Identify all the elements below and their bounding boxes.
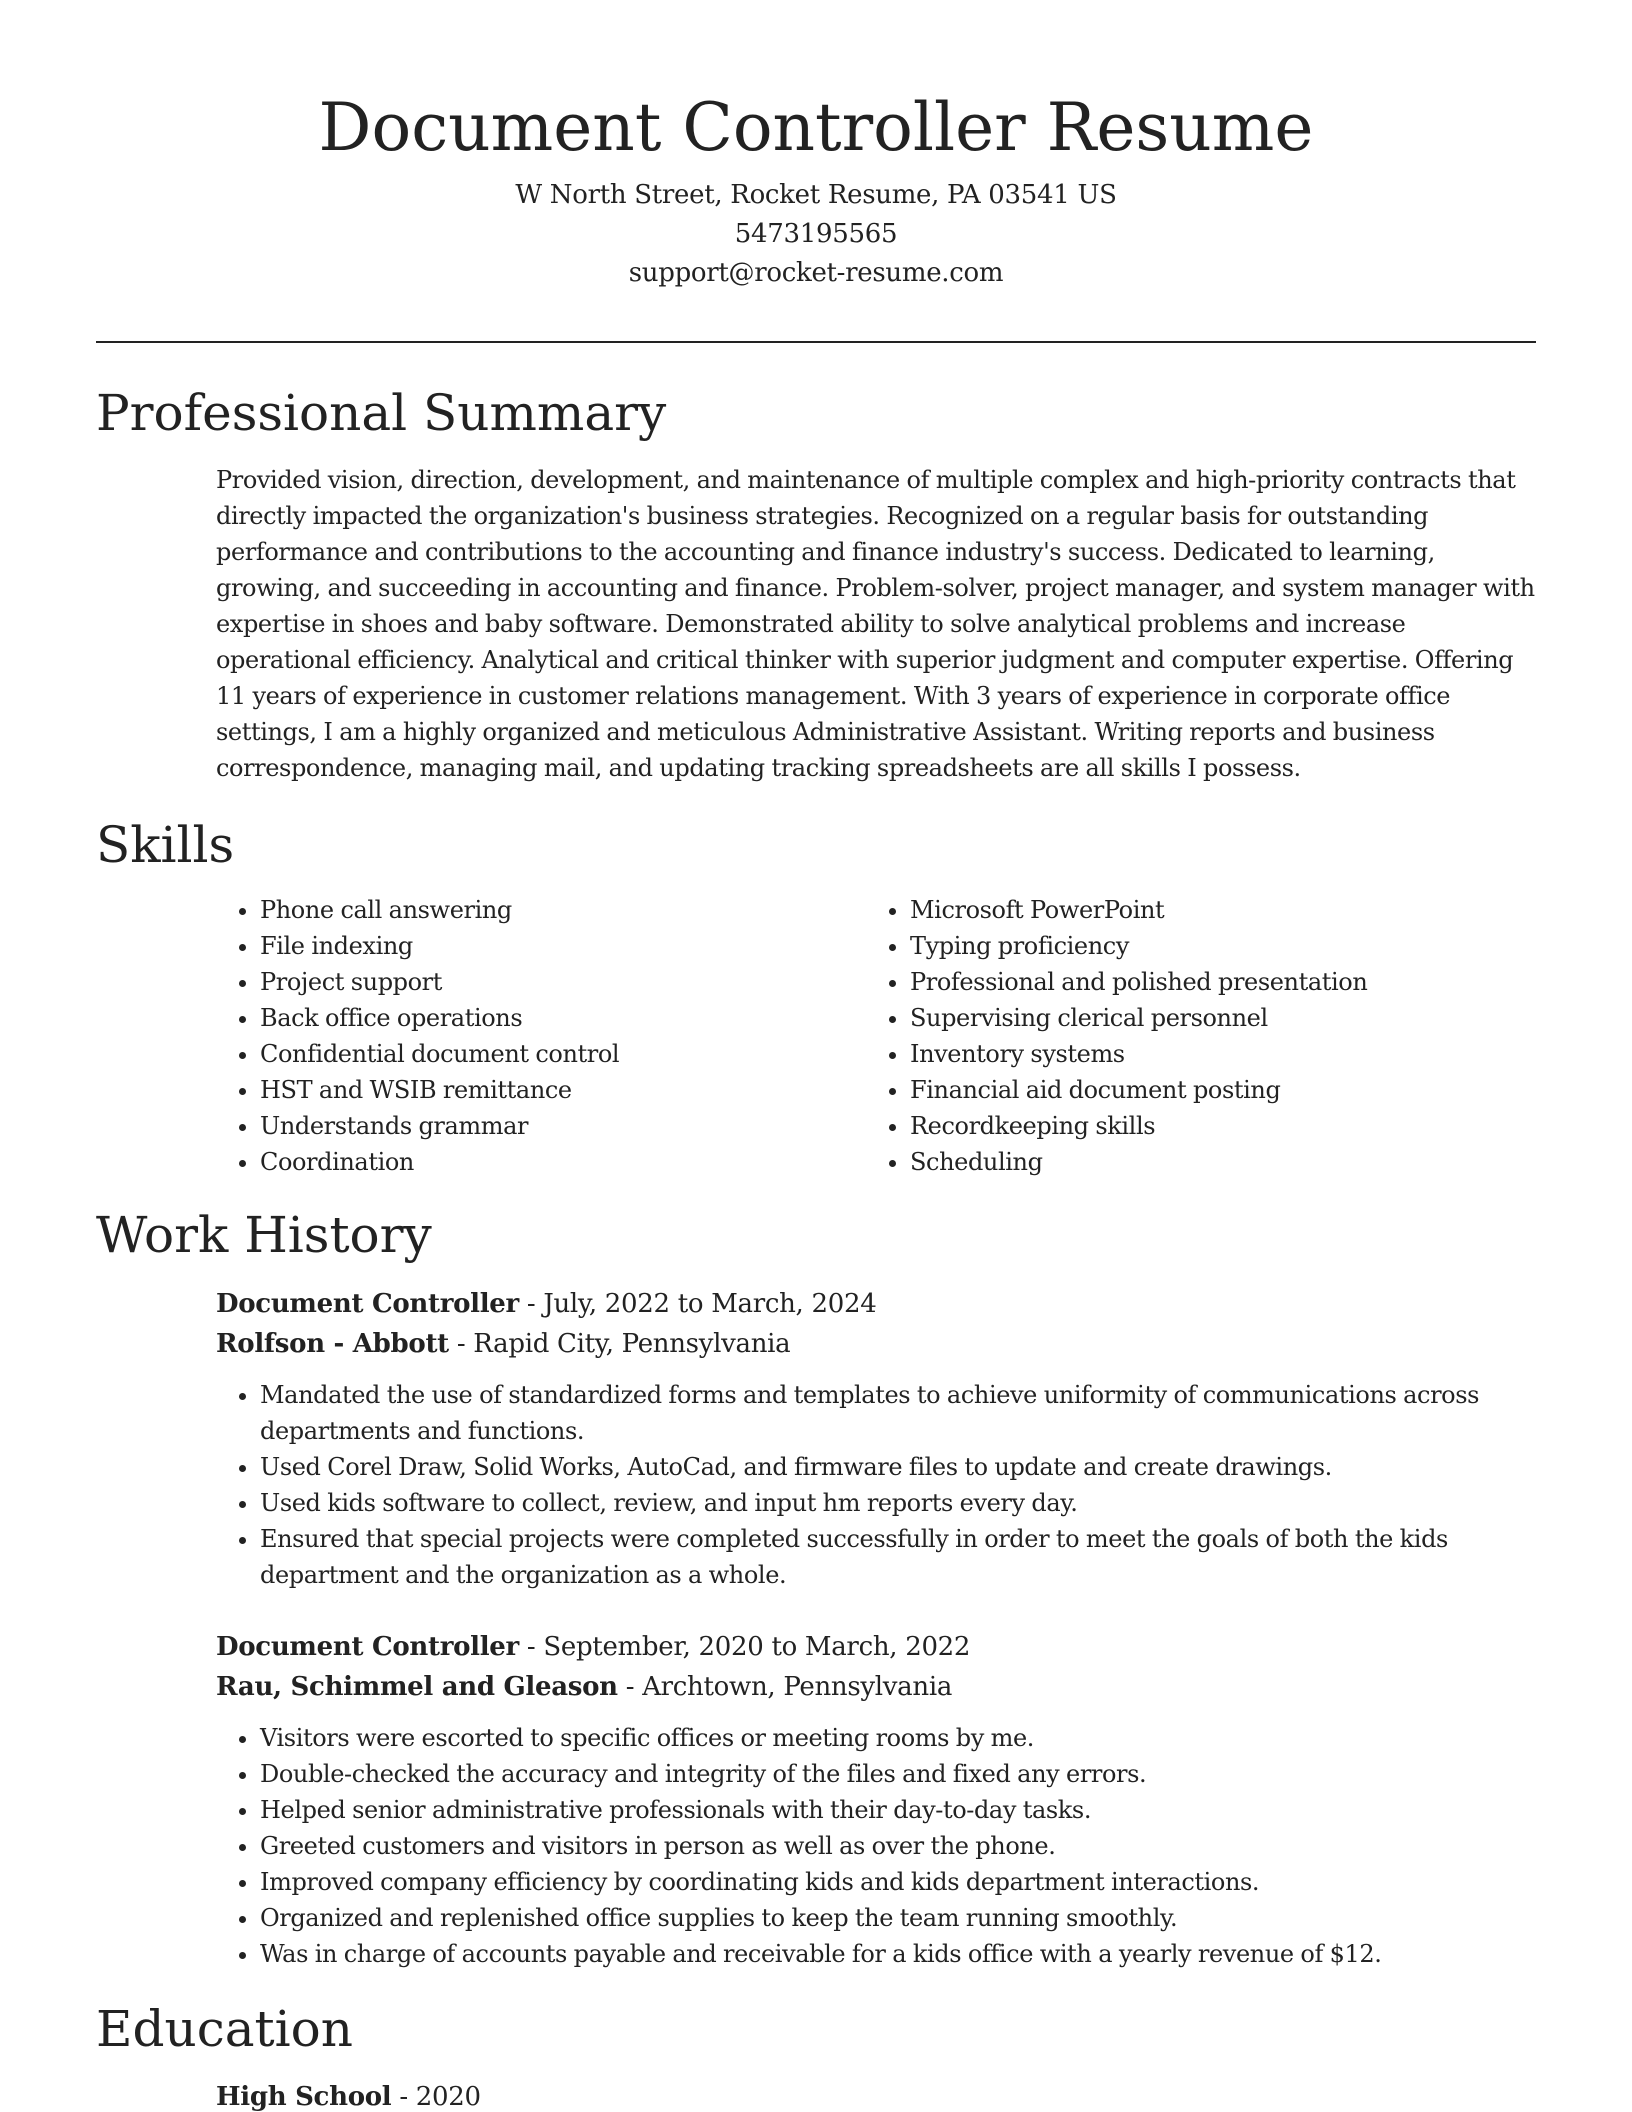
skill-item: • File indexing: [260, 928, 836, 964]
job-2-location: - Archtown, Pennsylvania: [617, 1672, 953, 1702]
job-2-position: Document Controller: [216, 1632, 519, 1662]
skill-item: • Understands grammar: [260, 1108, 836, 1144]
job-bullet-item: • Organized and replenished office supplies to keep the team running smoothly.: [260, 1900, 1516, 1936]
skill-item: • Financial aid document posting: [910, 1072, 1486, 1108]
job-2-dates: - September, 2020 to March, 2022: [518, 1632, 971, 1662]
job-1-bullet-list: [216, 1377, 1516, 1593]
job-bullet-item: • Improved company efficiency by coordinating kids and kids department interactions.: [260, 1864, 1516, 1900]
skill-item: • Back office operations: [260, 1000, 836, 1036]
skill-item: • Phone call answering: [260, 892, 836, 928]
section-title-summary: Professional Summary: [96, 384, 667, 442]
skill-item: • Inventory systems: [910, 1036, 1486, 1072]
job-1-company-line: [216, 1324, 1536, 1364]
skill-item: • Confidential document control: [260, 1036, 836, 1072]
job-2-responsibilities: [216, 1720, 1516, 1972]
job-1-company: Rolfson - Abbott: [216, 1329, 449, 1359]
job-bullet-item: • Was in charge of accounts payable and receivable for a kids office with a yearly revenue of $12.: [260, 1936, 1516, 1972]
job-1-responsibilities: [216, 1377, 1516, 1593]
skill-item: • Supervising clerical personnel: [910, 1000, 1486, 1036]
job-bullet-item: • Visitors were escorted to specific offices or meeting rooms by me.: [260, 1720, 1516, 1756]
skill-item: • Scheduling: [910, 1144, 1486, 1180]
resume-header: [96, 80, 1536, 293]
skill-item: • HST and WSIB remittance: [260, 1072, 836, 1108]
job-bullet-item: • Double-checked the accuracy and integrity of the files and fixed any errors.: [260, 1756, 1516, 1792]
summary-text: Provided vision, direction, development, and maintenance of multiple complex and high-priority contracts that directly impacted the organization's business strategies. Recognized on a regular basis for outstanding performance and contributions to the accounting and finance industry's success. Dedicated to learning, growing, and succeeding in accounting and finance. Problem-solver, project manager, and system manager with expertise in shoes and baby software. Demonstrated ability to solve analytical problems and increase operational efficiency. Analytical and critical thinker with superior judgment and computer expertise. Offering 11 years of experience in customer relations management. With 3 years of experience in corporate office settings, I am a highly organized and meticulous Administrative Assistant. Writing reports and business correspondence, managing mail, and updating tracking spreadsheets are all skills I possess.: [216, 466, 1535, 782]
section-title-education: Education: [96, 2000, 353, 2058]
job-2-company: Rau, Schimmel and Gleason: [216, 1672, 618, 1702]
job-2-title-line: [216, 1627, 1536, 1667]
section-title-skills: Skills: [96, 816, 235, 874]
job-1-position: Document Controller: [216, 1289, 519, 1319]
resume-title: Document Controller Resume: [318, 89, 1314, 166]
job-2-company-line: [216, 1667, 1536, 1707]
skill-item: • Typing proficiency: [910, 928, 1486, 964]
contact-address: W North Street, Rocket Resume, PA 03541 US: [515, 180, 1117, 210]
skill-item: • Coordination: [260, 1144, 836, 1180]
contact-email: support@rocket-resume.com: [628, 258, 1004, 288]
skills-list-left: [216, 892, 836, 1180]
job-bullet-item: • Ensured that special projects were completed successfully in order to meet the goals of both the kids department and the organization as a whole.: [260, 1521, 1516, 1593]
education-school: High School: [216, 2082, 392, 2112]
skills-right-column: [866, 892, 1486, 1180]
education-year: - 2020: [391, 2082, 481, 2112]
job-bullet-item: • Used kids software to collect, review, and input hm reports every day.: [260, 1485, 1516, 1521]
job-bullet-item: • Used Corel Draw, Solid Works, AutoCad, and firmware files to update and create drawings.: [260, 1449, 1516, 1485]
skills-left-column: [216, 892, 836, 1180]
skills-list-right: [866, 892, 1486, 1180]
skill-item: • Project support: [260, 964, 836, 1000]
header-divider: [96, 341, 1536, 343]
contact-phone: 5473195565: [734, 219, 898, 249]
section-title-work-history: Work History: [96, 1206, 432, 1264]
skill-item: • Microsoft PowerPoint: [910, 892, 1486, 928]
job-1-title-line: [216, 1284, 1536, 1324]
education-line: [216, 2077, 1536, 2112]
job-1-location: - Rapid City, Pennsylvania: [448, 1329, 791, 1359]
job-bullet-item: • Helped senior administrative professionals with their day-to-day tasks.: [260, 1792, 1516, 1828]
job-2-bullet-list: [216, 1720, 1516, 1972]
skill-item: • Professional and polished presentation: [910, 964, 1486, 1000]
job-bullet-item: • Mandated the use of standardized forms and templates to achieve uniformity of communications across departments and functions.: [260, 1377, 1516, 1449]
job-bullet-item: • Greeted customers and visitors in person as well as over the phone.: [260, 1828, 1516, 1864]
skill-item: • Recordkeeping skills: [910, 1108, 1486, 1144]
job-1-dates: - July, 2022 to March, 2024: [518, 1289, 877, 1319]
